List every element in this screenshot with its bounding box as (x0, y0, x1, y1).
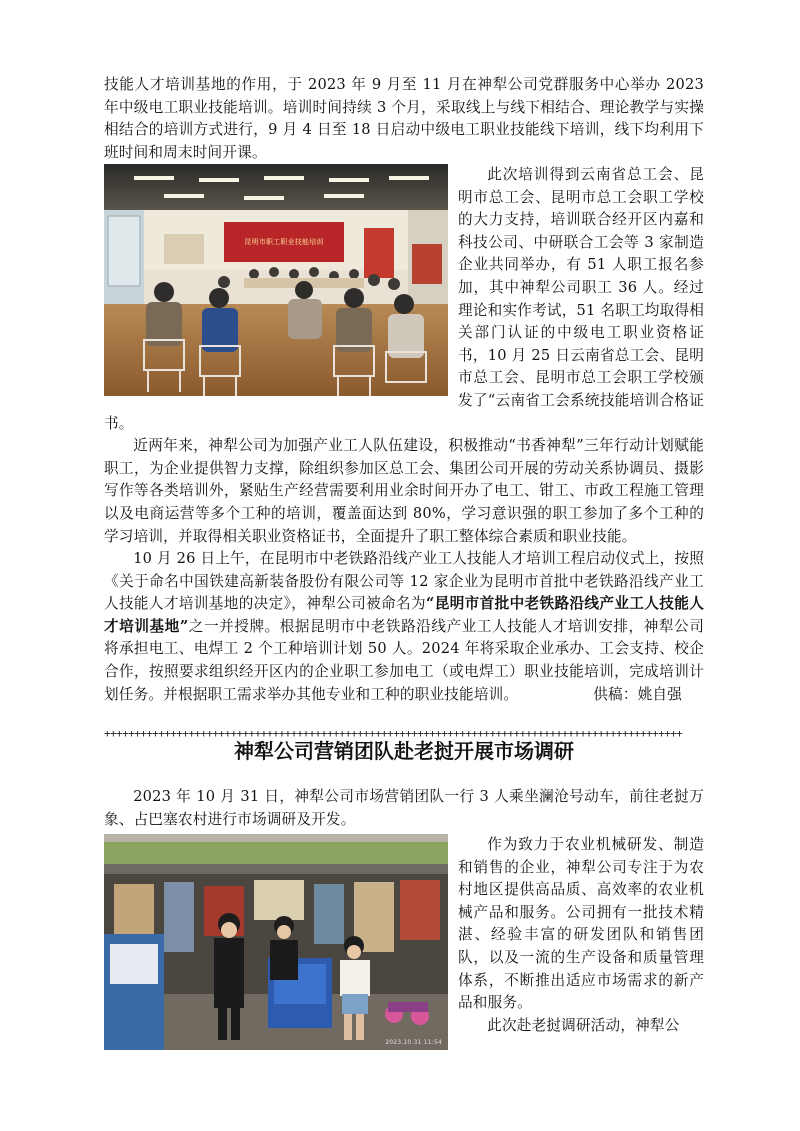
training-photo (104, 164, 448, 396)
training-classroom-image (104, 164, 448, 396)
article2-company-paragraph: 作为致力于农业机械研发、制造和销售的企业，神犁公司专注于为农村地区提供高品质、高效率的农业机械产品和服务。公司拥有一批技术精湛、经验丰富的研发团队和销售团队，以及一流的生产设备和质量管理体系，不断推出适应市场需求的新产品和服务。 (458, 836, 704, 1012)
section-separator: ++++++++++++++++++++++++++++++++++++++++++++++++++++++++++++++++++++++++++++++++++++++++++++++++ (104, 727, 683, 740)
article1-oct-part-a: 10 月 26 日上午，在昆明市中老铁路沿线产业工人技能人才培训工程启动仪式上，按照《关于命名中国铁建高新装备股份有限公司等 12 家企业为昆明市首批中老铁路沿线产业工人技能人才培训基地的决定》，神犁公司被命名为 (104, 550, 704, 613)
market-research-photo (104, 834, 448, 1050)
article1-oct-paragraph (104, 548, 704, 706)
article1-support-paragraph: 此次培训得到云南省总工会、昆明市总工会、昆明市总工会职工学校的大力支持，培训联合经开区内嘉和科技公司、中研联合工会等 3 家制造企业共同举办，有 51 人职工报名参加，其中神犁公司职工 36 人。经过理论和实作考试，51 名职工均取得相关部门认证的中级电工职业资格证书，10 月 25 日云南省总工会、昆明市总工会、昆明市总工会职工学校颁发了“云南省工会系统技能培训合格证书。 (104, 166, 704, 432)
article1-wrap-section (104, 164, 704, 706)
article1-recent-paragraph: 近两年来，神犁公司为加强产业工人队伍建设，积极推动“书香神犁”三年行动计划赋能职工，为企业提供智力支撑，除组织参加区总工会、集团公司开展的劳动关系协调员、摄影写作等各类培训外，紧贴生产经营需要利用业余时间开办了电工、钳工、市政工程施工管理以及电商运营等多个工种的培训，覆盖面达到 80%，学习意识强的职工参加了多个工种的学习培训，并取得相关职业资格证书，全面提升了职工整体综合素质和职业技能。 (104, 437, 704, 545)
article1-oct-part-b: 之一并授牌。根据昆明市中老铁路沿线产业工人技能人才培训安排，神犁公司将承担电工、电焊工 2 个工种培训计划 50 人。2024 年将采取企业承办、工会支持、校企合作，按照要求组织经开区内的企业职工参加电工（或电焊工）职业技能培训，完成培训计划任务。并根据职工需求举办其他专业和工种的职业技能培训。 (104, 617, 704, 703)
photo-banner-text: 昆明市职工职业技能培训 (244, 238, 324, 246)
article2-trip-paragraph: 此次赴老挝调研活动，神犁公 (487, 1016, 680, 1034)
article2-wrap-section (104, 834, 704, 1052)
photo-timestamp: 2023.10.31 11:54 (385, 1039, 442, 1046)
article1-author: 供稿：姚自强 (593, 685, 682, 703)
article1-intro-paragraph: 技能人才培训基地的作用，于 2023 年 9 月至 11 月在神犁公司党群服务中心举办 2023 年中级电工职业技能培训。培训时间持续 3 个月，采取线上与线下相结合、理论教学与实操相结合的培训方式进行，9 月 4 日至 18 日启动中级电工职业技能线下培训，线下均利用下班时间和周末时间开课。 (104, 76, 704, 161)
training-base-name: “昆明市首批中老铁路沿线产业工人技能人才培训基地” (104, 595, 704, 635)
market-shop-image (104, 834, 448, 1050)
article2-intro-paragraph: 2023 年 10 月 31 日，神犁公司市场营销团队一行 3 人乘坐澜沧号动车，前往老挝万象、占巴塞农村进行市场调研及开发。 (104, 788, 704, 828)
article2-title: 神犁公司营销团队赴老挝开展市场调研 (234, 739, 574, 763)
